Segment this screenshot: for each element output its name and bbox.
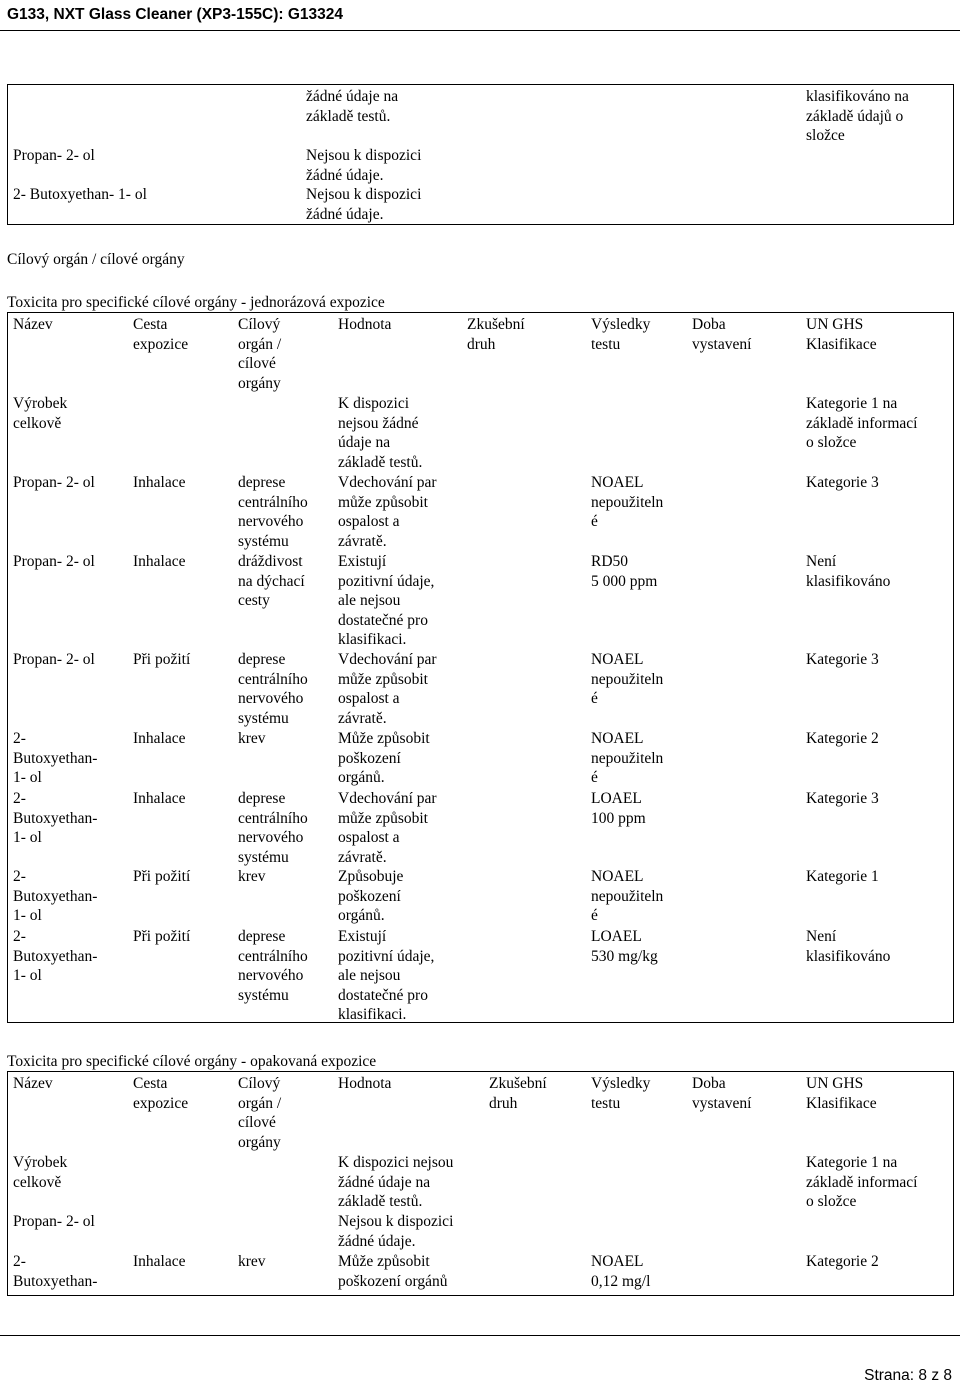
row-result: LOAEL 530 mg/kg (591, 928, 658, 965)
row-ghs: Není klasifikováno (806, 928, 891, 965)
col-header-ghs: UN GHS Klasifikace (806, 316, 877, 353)
col-header-name: Název (13, 1075, 53, 1092)
row-route: Inhalace (133, 1253, 186, 1270)
row-name: 2- Butoxyethan- 1- ol (13, 928, 98, 985)
row-ghs: Kategorie 1 na základě informací o složce (806, 395, 918, 452)
col-header-result: Výsledky testu (591, 1075, 651, 1112)
col-header-species: Zkušební druh (489, 1075, 547, 1112)
row-value: K dispozici nejsou žádné údaje na základě testů. (338, 1154, 454, 1211)
col-header-duration: Doba vystavení (692, 1075, 752, 1112)
row-result: RD50 5 000 ppm (591, 553, 658, 590)
row-result: NOAEL nepoužiteln é (591, 651, 664, 708)
row-organ: dráždivost na dýchací cesty (238, 553, 305, 610)
col-header-name: Název (13, 316, 53, 333)
row-name: 2- Butoxyethan- (13, 1253, 98, 1290)
row-name: 2- Butoxyethan- 1- ol (13, 790, 98, 847)
row-route: Při požití (133, 928, 191, 945)
row-name: Výrobek celkově (13, 395, 68, 432)
col-header-route: Cesta expozice (133, 1075, 189, 1112)
row-organ: deprese centrálního nervového systému (238, 928, 308, 1004)
row-ghs: Kategorie 2 (806, 1253, 879, 1270)
row-result: NOAEL nepoužiteln é (591, 868, 664, 925)
repeated-exposure-heading: Toxicita pro specifické cílové orgány - opakovaná expozice (7, 1053, 377, 1070)
row-name: Propan- 2- ol (13, 1213, 95, 1230)
document-title: G133, NXT Glass Cleaner (XP3-155C): G13324 (7, 6, 343, 23)
col-header-organ: Cílový orgán / cílové orgány (238, 316, 282, 392)
row-ghs: Kategorie 3 (806, 651, 879, 668)
row-value: Existují pozitivní údaje, ale nejsou dostatečné pro klasifikaci. (338, 928, 435, 1024)
row-value: Může způsobit poškození orgánů (338, 1253, 448, 1290)
row-ghs: Kategorie 1 na základě informací o složce (806, 1154, 918, 1211)
row-value: Vdechování par může způsobit ospalost a závratě. (338, 474, 437, 550)
row-result: LOAEL 100 ppm (591, 790, 646, 827)
page-number: Strana: 8 z 8 (864, 1367, 952, 1384)
row-route: Inhalace (133, 474, 186, 491)
row-organ: krev (238, 1253, 266, 1270)
row-name: 2- Butoxyethan- 1- ol (13, 730, 98, 787)
col-header-result: Výsledky testu (591, 316, 651, 353)
row-result: NOAEL nepoužiteln é (591, 730, 664, 787)
row-value: K dispozici nejsou žádné údaje na základě testů. (338, 395, 423, 471)
row-route: Inhalace (133, 553, 186, 570)
cell: Propan- 2- ol (13, 147, 95, 164)
row-ghs: Kategorie 3 (806, 474, 879, 491)
row-name: 2- Butoxyethan- 1- ol (13, 868, 98, 925)
col-header-value: Hodnota (338, 1075, 392, 1092)
row-result: NOAEL nepoužiteln é (591, 474, 664, 531)
row-ghs: Kategorie 1 (806, 868, 879, 885)
document-header (0, 0, 960, 31)
row-value: Existují pozitivní údaje, ale nejsou dostatečné pro klasifikaci. (338, 553, 435, 649)
col-header-route: Cesta expozice (133, 316, 189, 353)
row-route: Inhalace (133, 790, 186, 807)
col-header-organ: Cílový orgán / cílové orgány (238, 1075, 282, 1151)
col-header-species: Zkušební druh (467, 316, 525, 353)
cell: 2- Butoxyethan- 1- ol (13, 186, 147, 203)
row-name: Výrobek celkově (13, 1154, 68, 1191)
row-organ: deprese centrálního nervového systému (238, 651, 308, 727)
row-ghs: Kategorie 2 (806, 730, 879, 747)
footer-divider (0, 1335, 960, 1336)
row-value: Způsobuje poškození orgánů. (338, 868, 404, 925)
row-value: Vdechování par může způsobit ospalost a závratě. (338, 790, 437, 866)
row-organ: deprese centrálního nervového systému (238, 790, 308, 866)
row-organ: krev (238, 730, 266, 747)
row-ghs: Není klasifikováno (806, 553, 891, 590)
cell: Nejsou k dispozici žádné údaje. (306, 186, 422, 223)
row-result: NOAEL 0,12 mg/l (591, 1253, 651, 1290)
row-ghs: Kategorie 3 (806, 790, 879, 807)
row-route: Inhalace (133, 730, 186, 747)
row-name: Propan- 2- ol (13, 553, 95, 570)
single-exposure-heading: Toxicita pro specifické cílové orgány - jednorázová expozice (7, 294, 385, 311)
col-header-ghs: UN GHS Klasifikace (806, 1075, 877, 1112)
row-name: Propan- 2- ol (13, 474, 95, 491)
section-heading: Cílový orgán / cílové orgány (7, 251, 185, 268)
col-header-value: Hodnota (338, 316, 392, 333)
row-organ: krev (238, 868, 266, 885)
col-header-duration: Doba vystavení (692, 316, 752, 353)
cell: klasifikováno na základě údajů o složce (806, 88, 909, 145)
row-route: Při požití (133, 868, 191, 885)
row-organ: deprese centrálního nervového systému (238, 474, 308, 550)
row-route: Při požití (133, 651, 191, 668)
cell: žádné údaje na základě testů. (306, 88, 399, 125)
row-value: Nejsou k dispozici žádné údaje. (338, 1213, 454, 1250)
cell: Nejsou k dispozici žádné údaje. (306, 147, 422, 184)
row-value: Může způsobit poškození orgánů. (338, 730, 430, 787)
row-value: Vdechování par může způsobit ospalost a závratě. (338, 651, 437, 727)
row-name: Propan- 2- ol (13, 651, 95, 668)
